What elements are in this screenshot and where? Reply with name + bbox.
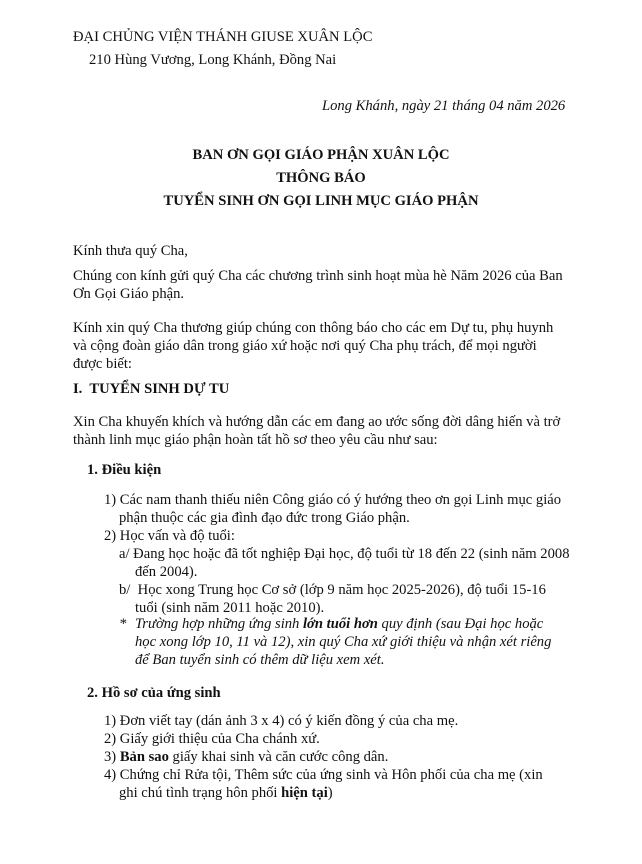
title-recruitment: TUYỂN SINH ƠN GỌI LINH MỤC GIÁO PHẬN <box>163 193 479 209</box>
org-address: 210 Hùng Vương, Long Khánh, Đồng Nai <box>89 52 337 68</box>
paragraph-2-line-1: Kính xin quý Cha thương giúp chúng con thông báo cho các em Dự tu, phụ huynh <box>73 320 554 336</box>
condition-1-line-2: phận thuộc các gia đình đạo đức trong Giáo phận. <box>119 510 410 526</box>
note-star: * <box>119 616 127 632</box>
title-committee: BAN ƠN GỌI GIÁO PHẬN XUÂN LỘC <box>192 147 450 163</box>
paragraph-2-line-2: và cộng đoàn giáo dân trong giáo xứ hoặc nơi quý Cha phụ trách, để mọi người <box>73 338 537 354</box>
dossier-heading: 2. Hồ sơ của ứng sinh <box>87 685 221 701</box>
title-announcement: THÔNG BÁO <box>276 170 366 186</box>
paragraph-1-line-2: Ơn Gọi Giáo phận. <box>73 286 185 302</box>
dossier-item-4-line-2-pre: ghi chú tình trạng hôn phối <box>119 785 282 801</box>
condition-2b-line-1: b/ Học xong Trung học Cơ sở (lớp 9 năm học 2025-2026), độ tuổi 15-16 <box>119 582 546 598</box>
condition-2a-line-2: đến 2004). <box>135 564 198 580</box>
dossier-item-4-line-2 <box>119 784 333 802</box>
note-line-1-post: quy định (sau Đại học hoặc <box>377 616 544 632</box>
condition-2: 2) Học vấn và độ tuổi: <box>104 528 235 544</box>
greeting: Kính thưa quý Cha, <box>73 243 188 259</box>
date-line: Long Khánh, ngày 21 tháng 04 năm 2026 <box>322 98 566 114</box>
note-line-1-emphasis: lớn tuổi hơn <box>303 616 378 632</box>
paragraph-2-line-3: được biết: <box>73 356 132 372</box>
org-name: ĐẠI CHỦNG VIỆN THÁNH GIUSE XUÂN LỘC <box>73 29 373 45</box>
dossier-item-3-number: 3) <box>104 749 120 765</box>
dossier-item-3 <box>104 748 388 766</box>
dossier-item-3-rest: giấy khai sinh và căn cước công dân. <box>168 749 389 765</box>
dossier-item-4-emphasis: hiện tại <box>281 785 328 801</box>
note-line-1-pre: Trường hợp những ứng sinh <box>135 616 303 632</box>
conditions-heading: 1. Điều kiện <box>87 462 162 478</box>
paragraph-1-line-1: Chúng con kính gửi quý Cha các chương trình sinh hoạt mùa hè Năm 2026 của Ban <box>73 268 563 284</box>
condition-2a-line-1: a/ Đang học hoặc đã tốt nghiệp Đại học, độ tuổi từ 18 đến 22 (sinh năm 2008 <box>119 546 570 562</box>
note-line-3: để Ban tuyển sinh có thêm dữ liệu xem xét. <box>135 652 385 668</box>
section-1-intro-line-2: thành linh mục giáo phận hoàn tất hồ sơ theo yêu cầu như sau: <box>73 432 438 448</box>
section-1-intro-line-1: Xin Cha khuyến khích và hướng dẫn các em đang ao ước sống đời dâng hiến và trở <box>73 414 561 430</box>
dossier-item-4-line-2-post: ) <box>327 785 333 801</box>
condition-1-line-1: 1) Các nam thanh thiếu niên Công giáo có ý hướng theo ơn gọi Linh mục giáo <box>104 492 562 508</box>
dossier-item-1: 1) Đơn viết tay (dán ảnh 3 x 4) có ý kiến đồng ý của cha mẹ. <box>104 713 459 729</box>
dossier-item-2: 2) Giấy giới thiệu của Cha chánh xứ. <box>104 731 320 747</box>
note-line-1 <box>135 615 543 633</box>
condition-2b-line-2: tuổi (sinh năm 2011 hoặc 2010). <box>135 600 325 616</box>
dossier-item-4-line-1: 4) Chứng chỉ Rửa tội, Thêm sức của ứng sinh và Hôn phối của cha mẹ (xin <box>104 767 543 783</box>
dossier-item-3-emphasis: Bản sao <box>119 749 169 765</box>
section-1-heading: I. TUYỂN SINH DỰ TU <box>73 381 230 397</box>
note-line-2: học xong lớp 10, 11 và 12), xin quý Cha xứ giới thiệu và nhận xét riêng <box>135 634 552 650</box>
